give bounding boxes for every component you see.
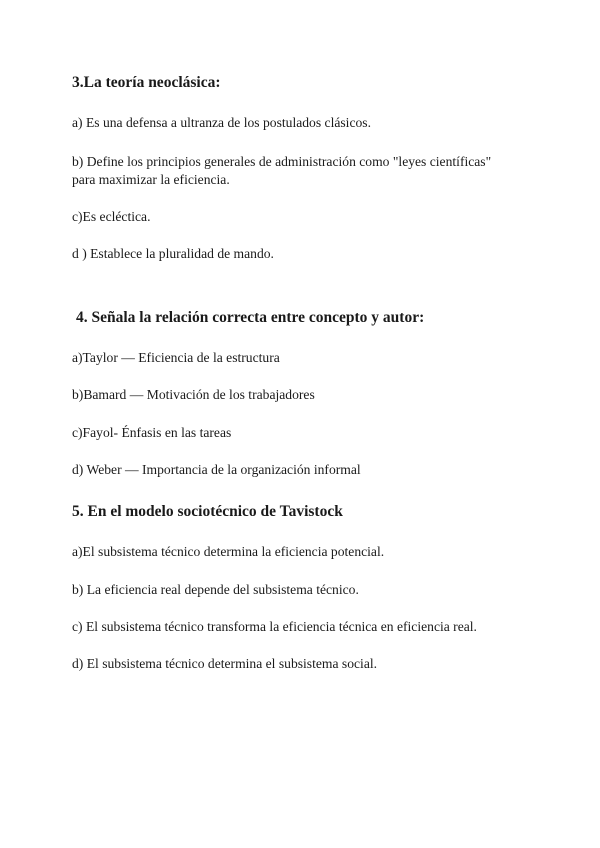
question-5-title: 5. En el modelo sociotécnico de Tavistock xyxy=(72,503,343,520)
question-4-option-a: a)Taylor — Eficiencia de la estructura xyxy=(72,350,280,365)
question-4-option-b: b)Bamard — Motivación de los trabajadores xyxy=(72,387,315,402)
question-5-option-c: c) El subsistema técnico transforma la eficiencia técnica en eficiencia real. xyxy=(72,619,477,634)
question-3-title: 3.La teoría neoclásica: xyxy=(72,74,221,91)
question-3-option-b-continued: para maximizar la eficiencia. xyxy=(72,172,230,187)
question-4-title: 4. Señala la relación correcta entre concepto y autor: xyxy=(76,309,425,326)
question-3-option-c: c)Es ecléctica. xyxy=(72,209,151,224)
question-5-option-d: d) El subsistema técnico determina el subsistema social. xyxy=(72,656,378,671)
question-5-option-b: b) La eficiencia real depende del subsistema técnico. xyxy=(72,582,359,597)
question-4-option-c: c)Fayol- Énfasis en las tareas xyxy=(72,425,232,440)
question-3-option-d: d ) Establece la pluralidad de mando. xyxy=(72,246,274,261)
question-5-option-a: a)El subsistema técnico determina la eficiencia potencial. xyxy=(72,544,385,559)
question-4-option-d: d) Weber — Importancia de la organización informal xyxy=(72,462,361,477)
question-3-option-b: b) Define los principios generales de administración como "leyes científicas" xyxy=(72,154,492,169)
question-3-option-a: a) Es una defensa a ultranza de los postulados clásicos. xyxy=(72,115,371,130)
